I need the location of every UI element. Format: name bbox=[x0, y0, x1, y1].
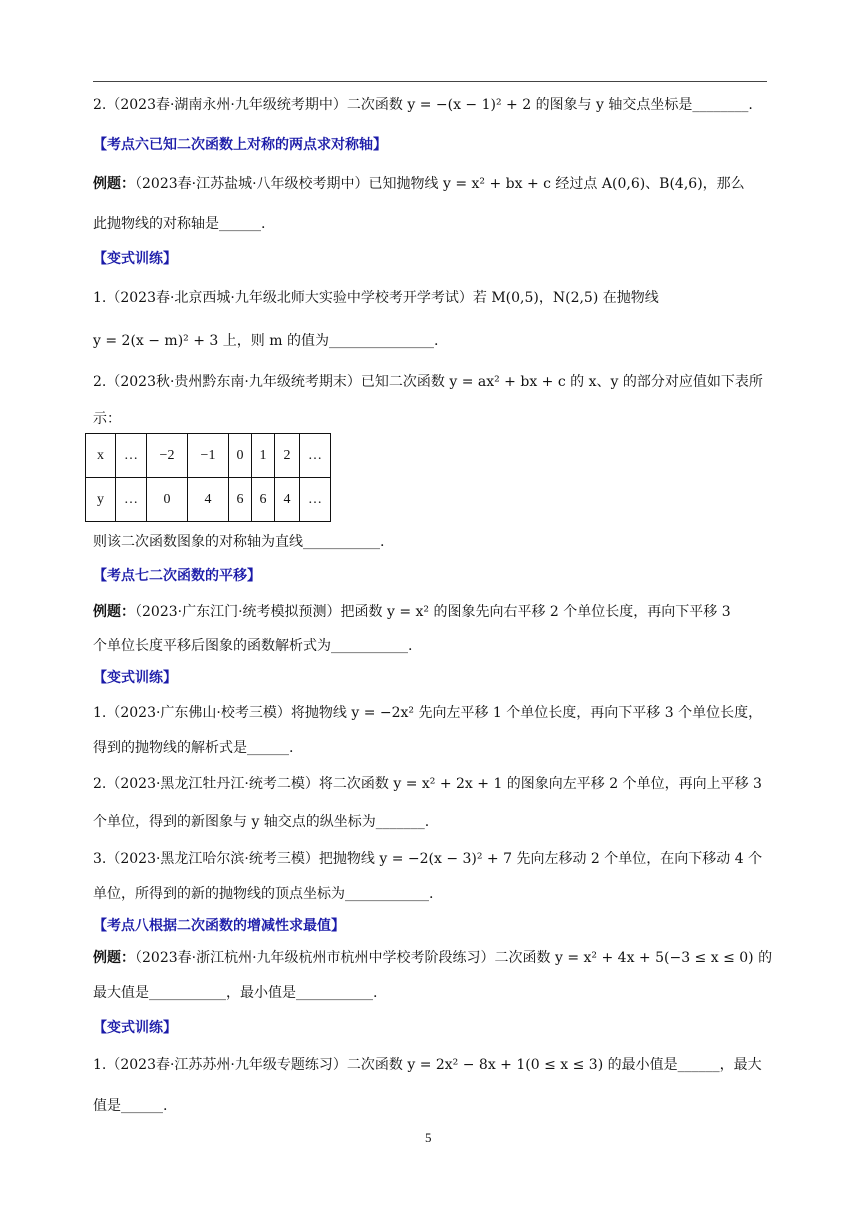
section-heading-6: 【考点六已知二次函数上对称的两点求对称轴】 bbox=[93, 137, 387, 153]
example-7-line-2: 个单位长度平移后图象的函数解析式为___________. bbox=[93, 638, 413, 654]
table-row-x bbox=[86, 434, 331, 478]
variant-7-q2-line-2: 个单位，得到的新图象与 y 轴交点的纵坐标为_______. bbox=[93, 814, 430, 830]
section-heading-7: 【考点七二次函数的平移】 bbox=[93, 568, 261, 584]
variant-7-q1-line-1: 1.（2023·广东佛山·校考三模）将抛物线 y = −2x² 先向左平移 1 个单位长度，再向下平移 3 个单位长度， bbox=[93, 705, 763, 721]
table-cell: … bbox=[116, 478, 147, 522]
example-7-line-1 bbox=[93, 602, 731, 622]
example-8-line-1 bbox=[93, 948, 772, 968]
variant-training-heading-7: 【变式训练】 bbox=[93, 670, 177, 686]
variant-6-q1-line-2: y = 2(x − m)² + 3 上，则 m 的值为_______________. bbox=[93, 333, 439, 349]
table-cell: −2 bbox=[147, 434, 188, 478]
variant-7-q1-line-2: 得到的抛物线的解析式是______. bbox=[93, 740, 294, 756]
example-8-text-a: （2023春·浙江杭州·九年级杭州市杭州中学校考阶段练习）二次函数 y = x² + 4x + 5(−3 ≤ x ≤ 0) 的 bbox=[135, 950, 773, 966]
table-cell: −1 bbox=[188, 434, 229, 478]
example-label: 例题： bbox=[93, 950, 135, 966]
variant-7-q2-line-1: 2.（2023·黑龙江牡丹江·统考二模）将二次函数 y = x² + 2x + 1 的图象向左平移 2 个单位，再向上平移 3 bbox=[93, 776, 762, 792]
example-6-text-a: （2023春·江苏盐城·八年级校考期中）已知抛物线 y = x² + bx + c 经过点 A(0,6)、B(4,6)，那么 bbox=[135, 176, 745, 192]
example-6-line-1 bbox=[93, 174, 745, 194]
value-table bbox=[85, 433, 331, 522]
variant-7-q3-line-1: 3.（2023·黑龙江哈尔滨·统考三模）把抛物线 y = −2(x − 3)² + 7 先向左移动 2 个单位，在向下移动 4 个 bbox=[93, 851, 763, 867]
variant-6-q2-line-1: 2.（2023秋·贵州黔东南·九年级统考期末）已知二次函数 y = ax² + bx + c 的 x、y 的部分对应值如下表所 bbox=[93, 374, 763, 390]
variant-6-q2-line-3: 则该二次函数图象的对称轴为直线___________. bbox=[93, 534, 385, 550]
table-cell: y bbox=[86, 478, 116, 522]
table-cell: 4 bbox=[275, 478, 300, 522]
variant-7-q3-line-2: 单位，所得到的新的抛物线的顶点坐标为____________. bbox=[93, 886, 434, 902]
table-cell: 0 bbox=[229, 434, 252, 478]
variant-6-q1-line-1: 1.（2023春·北京西城·九年级北师大实验中学校考开学考试）若 M(0,5)，N(2,5) 在抛物线 bbox=[93, 290, 659, 306]
table-cell: 0 bbox=[147, 478, 188, 522]
variant-training-heading-8: 【变式训练】 bbox=[93, 1020, 177, 1036]
question-2-intercept: 2.（2023春·湖南永州·九年级统考期中）二次函数 y = −(x − 1)² + 2 的图象与 y 轴交点坐标是________. bbox=[93, 97, 753, 113]
page-number: 5 bbox=[425, 1130, 432, 1145]
table-cell: 6 bbox=[252, 478, 275, 522]
example-label: 例题： bbox=[93, 176, 135, 192]
table-cell: 1 bbox=[252, 434, 275, 478]
header-rule bbox=[93, 81, 767, 82]
table-cell: … bbox=[116, 434, 147, 478]
table-cell: 4 bbox=[188, 478, 229, 522]
table-cell: 2 bbox=[275, 434, 300, 478]
variant-training-heading-6: 【变式训练】 bbox=[93, 251, 177, 267]
table-cell: x bbox=[86, 434, 116, 478]
variant-6-q2-line-2: 示： bbox=[93, 411, 121, 427]
table-row-y bbox=[86, 478, 331, 522]
example-6-line-2: 此抛物线的对称轴是______. bbox=[93, 216, 266, 232]
example-7-text-a: （2023·广东江门·统考模拟预测）把函数 y = x² 的图象先向右平移 2 个单位长度，再向下平移 3 bbox=[135, 604, 731, 620]
variant-8-q1-line-1: 1.（2023春·江苏苏州·九年级专题练习）二次函数 y = 2x² − 8x + 1(0 ≤ x ≤ 3) 的最小值是______，最大 bbox=[93, 1057, 762, 1073]
section-heading-8: 【考点八根据二次函数的增减性求最值】 bbox=[93, 918, 345, 934]
table-cell: … bbox=[300, 434, 331, 478]
table-cell: … bbox=[300, 478, 331, 522]
example-label: 例题： bbox=[93, 604, 135, 620]
example-8-line-2: 最大值是___________，最小值是___________. bbox=[93, 985, 378, 1001]
table-cell: 6 bbox=[229, 478, 252, 522]
variant-8-q1-line-2: 值是______. bbox=[93, 1098, 168, 1114]
